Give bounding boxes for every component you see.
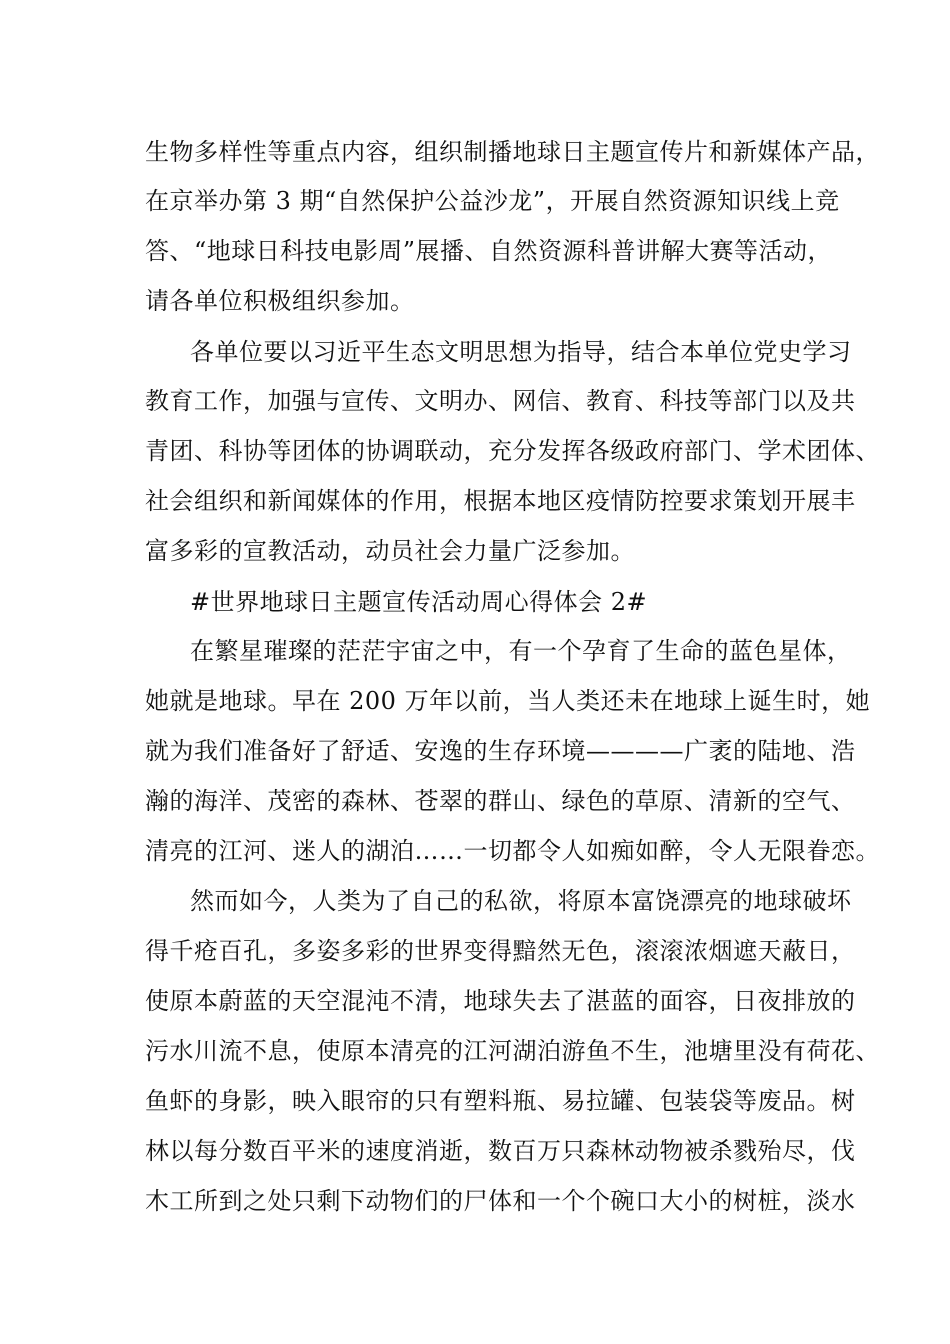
section-heading: #世界地球日主题宣传活动周心得体会 2# bbox=[190, 588, 648, 616]
body-text-line: 社会组织和新闻媒体的作用，根据本地区疫情防控要求策划开展丰 bbox=[145, 487, 856, 515]
body-text-line: 污水川流不息，使原本清亮的江河湖泊游鱼不生，池塘里没有荷花、 bbox=[145, 1037, 880, 1065]
body-text-line: 各单位要以习近平生态文明思想为指导，结合本单位党史学习 bbox=[190, 338, 852, 366]
body-text-line: 请各单位积极组织参加。 bbox=[145, 287, 415, 315]
body-text-line: 使原本蔚蓝的天空混沌不清，地球失去了湛蓝的面容，日夜排放的 bbox=[145, 987, 856, 1015]
body-text-line: 就为我们准备好了舒适、安逸的生存环境————广袤的陆地、浩 bbox=[145, 737, 856, 765]
body-text-line: 鱼虾的身影，映入眼帘的只有塑料瓶、易拉罐、包装袋等废品。树 bbox=[145, 1087, 856, 1115]
body-text-line: 教育工作，加强与宣传、文明办、网信、教育、科技等部门以及共 bbox=[145, 387, 856, 415]
body-text-line: 得千疮百孔，多姿多彩的世界变得黯然无色，滚滚浓烟遮天蔽日， bbox=[145, 937, 856, 965]
body-text-line: 生物多样性等重点内容，组织制播地球日主题宣传片和新媒体产品， bbox=[145, 138, 880, 166]
body-text-line: 木工所到之处只剩下动物们的尸体和一个个碗口大小的树桩，淡水 bbox=[145, 1187, 856, 1215]
body-text-line: 她就是地球。早在 200 万年以前，当人类还未在地球上诞生时，她 bbox=[145, 687, 871, 715]
body-text-line: 在京举办第 3 期“自然保护公益沙龙”，开展自然资源知识线上竞 bbox=[145, 187, 840, 215]
body-text-line: 在繁星璀璨的茫茫宇宙之中，有一个孕育了生命的蓝色星体， bbox=[190, 637, 852, 665]
body-text-line: 青团、科协等团体的协调联动，充分发挥各级政府部门、学术团体、 bbox=[145, 437, 880, 465]
body-text-line: 富多彩的宣教活动，动员社会力量广泛参加。 bbox=[145, 537, 635, 565]
body-text-line: 清亮的江河、迷人的湖泊……一切都令人如痴如醉，令人无限眷恋。 bbox=[145, 837, 880, 865]
body-text-line: 答、“地球日科技电影周”展播、自然资源科普讲解大赛等活动， bbox=[145, 237, 833, 265]
body-text-line: 瀚的海洋、茂密的森林、苍翠的群山、绿色的草原、清新的空气、 bbox=[145, 787, 856, 815]
body-text-line: 林以每分数百平米的速度消逝，数百万只森林动物被杀戮殆尽，伐 bbox=[145, 1137, 856, 1165]
body-text-line: 然而如今，人类为了自己的私欲，将原本富饶漂亮的地球破坏 bbox=[190, 887, 852, 915]
